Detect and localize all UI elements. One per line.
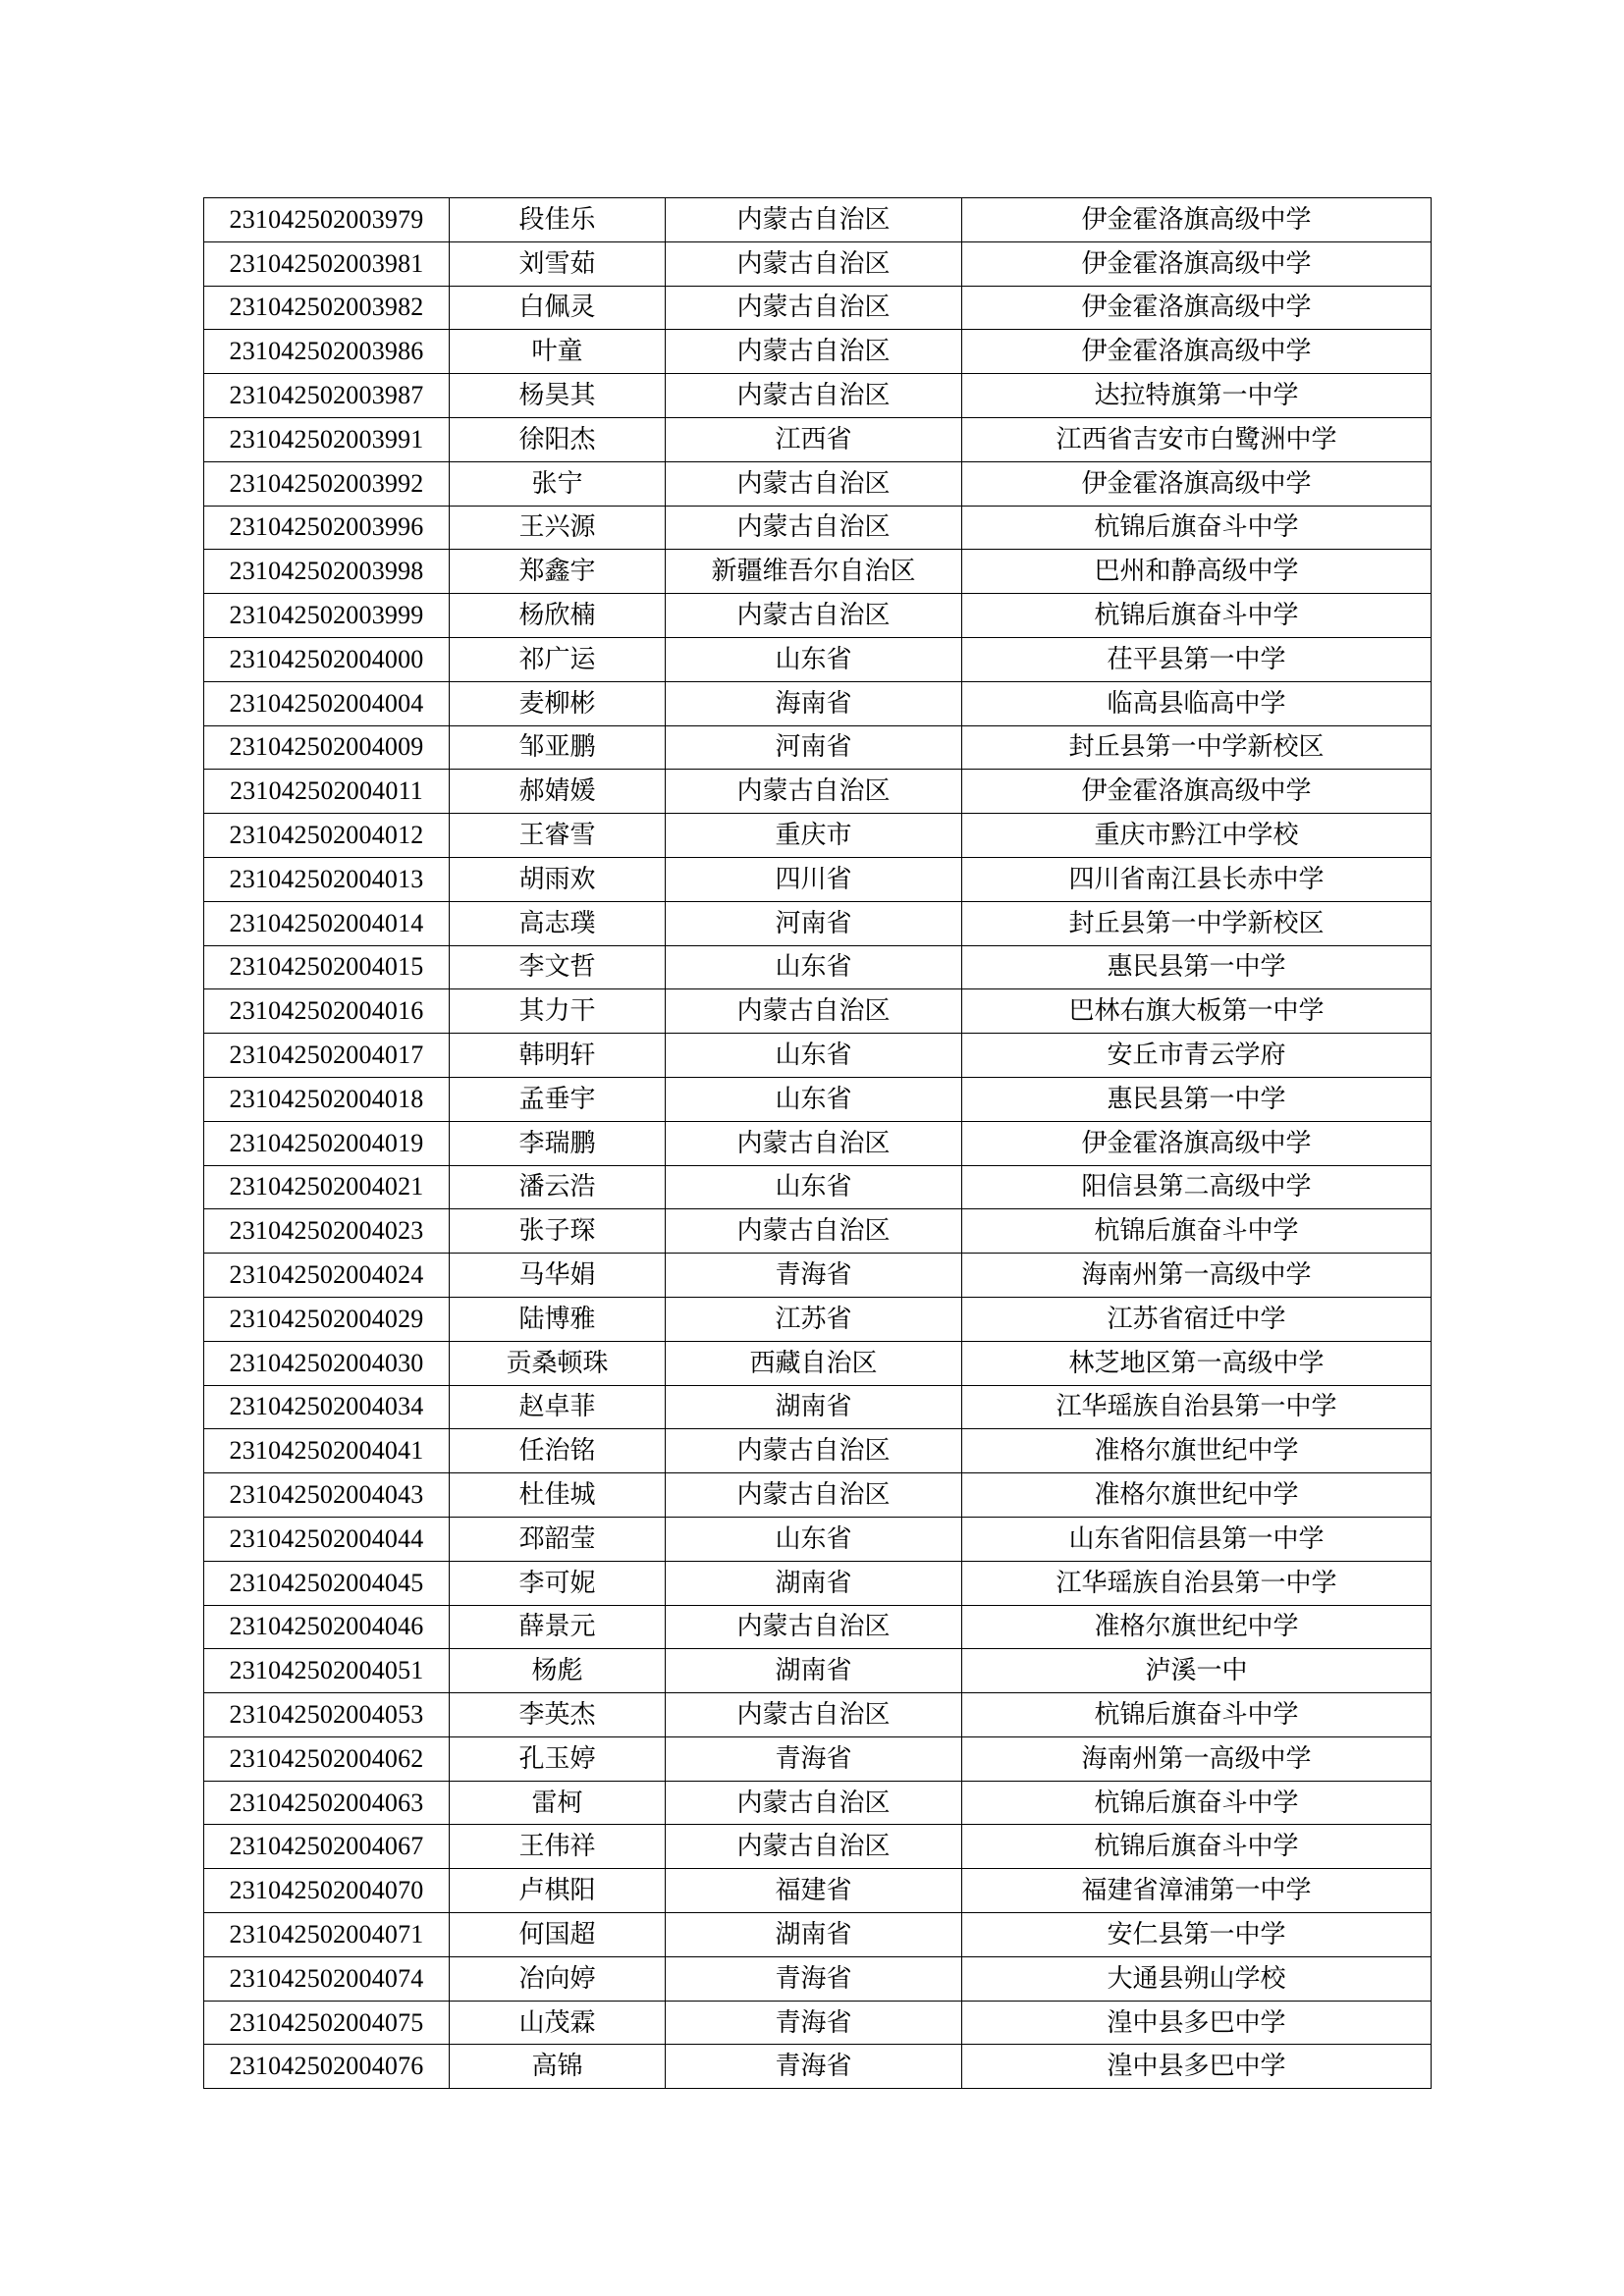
province-cell: 内蒙古自治区: [666, 1605, 962, 1649]
student-name-cell: 卢棋阳: [450, 1869, 666, 1913]
student-name-cell: 其力干: [450, 989, 666, 1034]
table-row: [204, 1517, 1432, 1561]
province-cell: 内蒙古自治区: [666, 770, 962, 814]
school-cell: 江西省吉安市白鹭洲中学: [962, 417, 1432, 461]
student-name-cell: 王伟祥: [450, 1825, 666, 1869]
province-cell: 内蒙古自治区: [666, 1473, 962, 1518]
table-row: [204, 1077, 1432, 1121]
table-row: [204, 241, 1432, 286]
student-id-cell: 231042502004000: [204, 637, 450, 681]
student-name-cell: 李英杰: [450, 1693, 666, 1737]
student-name-cell: 杨彪: [450, 1649, 666, 1693]
student-id-cell: 231042502004014: [204, 901, 450, 945]
province-cell: 内蒙古自治区: [666, 506, 962, 550]
province-cell: 内蒙古自治区: [666, 989, 962, 1034]
school-cell: 湟中县多巴中学: [962, 2001, 1432, 2045]
province-cell: 四川省: [666, 857, 962, 901]
school-cell: 准格尔旗世纪中学: [962, 1473, 1432, 1518]
student-id-cell: 231042502004021: [204, 1165, 450, 1209]
table-row: [204, 594, 1432, 638]
table-row: [204, 1869, 1432, 1913]
table-row: [204, 814, 1432, 858]
province-cell: 福建省: [666, 1869, 962, 1913]
school-cell: 伊金霍洛旗高级中学: [962, 461, 1432, 506]
student-id-cell: 231042502004070: [204, 1869, 450, 1913]
province-cell: 江西省: [666, 417, 962, 461]
province-cell: 内蒙古自治区: [666, 374, 962, 418]
school-cell: 伊金霍洛旗高级中学: [962, 286, 1432, 330]
student-id-cell: 231042502004051: [204, 1649, 450, 1693]
school-cell: 安丘市青云学府: [962, 1034, 1432, 1078]
student-name-cell: 王兴源: [450, 506, 666, 550]
student-id-cell: 231042502004034: [204, 1385, 450, 1429]
student-name-cell: 徐阳杰: [450, 417, 666, 461]
student-id-cell: 231042502004043: [204, 1473, 450, 1518]
student-name-cell: 潘云浩: [450, 1165, 666, 1209]
student-id-cell: 231042502004075: [204, 2001, 450, 2045]
school-cell: 封丘县第一中学新校区: [962, 725, 1432, 770]
province-cell: 内蒙古自治区: [666, 330, 962, 374]
table-row: [204, 2001, 1432, 2045]
school-cell: 海南州第一高级中学: [962, 1254, 1432, 1298]
table-row: [204, 1165, 1432, 1209]
school-cell: 惠民县第一中学: [962, 1077, 1432, 1121]
province-cell: 山东省: [666, 945, 962, 989]
student-id-cell: 231042502004011: [204, 770, 450, 814]
school-cell: 伊金霍洛旗高级中学: [962, 241, 1432, 286]
table-row: [204, 1736, 1432, 1781]
student-id-cell: 231042502004017: [204, 1034, 450, 1078]
school-cell: 惠民县第一中学: [962, 945, 1432, 989]
school-cell: 杭锦后旗奋斗中学: [962, 594, 1432, 638]
student-name-cell: 孟垂宇: [450, 1077, 666, 1121]
table-row: [204, 770, 1432, 814]
table-row: [204, 506, 1432, 550]
school-cell: 伊金霍洛旗高级中学: [962, 330, 1432, 374]
student-name-cell: 王睿雪: [450, 814, 666, 858]
table-row: [204, 461, 1432, 506]
student-id-cell: 231042502003986: [204, 330, 450, 374]
province-cell: 青海省: [666, 1254, 962, 1298]
student-id-cell: 231042502004063: [204, 1781, 450, 1825]
table-row: [204, 637, 1432, 681]
province-cell: 山东省: [666, 1517, 962, 1561]
student-id-cell: 231042502004062: [204, 1736, 450, 1781]
student-name-cell: 任治铭: [450, 1429, 666, 1473]
student-name-cell: 李可妮: [450, 1561, 666, 1605]
province-cell: 内蒙古自治区: [666, 1429, 962, 1473]
province-cell: 湖南省: [666, 1385, 962, 1429]
table-row: [204, 330, 1432, 374]
student-name-cell: 陆博雅: [450, 1297, 666, 1341]
student-id-cell: 231042502004024: [204, 1254, 450, 1298]
school-cell: 四川省南江县长赤中学: [962, 857, 1432, 901]
table-row: [204, 1254, 1432, 1298]
student-id-cell: 231042502004016: [204, 989, 450, 1034]
province-cell: 内蒙古自治区: [666, 1209, 962, 1254]
school-cell: 泸溪一中: [962, 1649, 1432, 1693]
table-row: [204, 945, 1432, 989]
student-id-cell: 231042502004023: [204, 1209, 450, 1254]
student-name-cell: 赵卓菲: [450, 1385, 666, 1429]
school-cell: 林芝地区第一高级中学: [962, 1341, 1432, 1385]
student-id-cell: 231042502004045: [204, 1561, 450, 1605]
student-name-cell: 贡桑顿珠: [450, 1341, 666, 1385]
student-name-cell: 杜佳城: [450, 1473, 666, 1518]
school-cell: 杭锦后旗奋斗中学: [962, 1781, 1432, 1825]
student-name-cell: 高锦: [450, 2045, 666, 2089]
student-id-cell: 231042502004067: [204, 1825, 450, 1869]
province-cell: 新疆维吾尔自治区: [666, 550, 962, 594]
student-id-cell: 231042502003998: [204, 550, 450, 594]
student-name-cell: 李文哲: [450, 945, 666, 989]
province-cell: 河南省: [666, 901, 962, 945]
province-cell: 山东省: [666, 1034, 962, 1078]
student-name-cell: 雷柯: [450, 1781, 666, 1825]
table-row: [204, 1385, 1432, 1429]
province-cell: 河南省: [666, 725, 962, 770]
student-id-cell: 231042502004012: [204, 814, 450, 858]
school-cell: 达拉特旗第一中学: [962, 374, 1432, 418]
table-row: [204, 1034, 1432, 1078]
province-cell: 重庆市: [666, 814, 962, 858]
school-cell: 茌平县第一中学: [962, 637, 1432, 681]
roster-table-body: [204, 198, 1432, 2089]
student-name-cell: 韩明轩: [450, 1034, 666, 1078]
school-cell: 福建省漳浦第一中学: [962, 1869, 1432, 1913]
student-name-cell: 祁广运: [450, 637, 666, 681]
province-cell: 湖南省: [666, 1913, 962, 1957]
province-cell: 内蒙古自治区: [666, 1121, 962, 1165]
table-row: [204, 725, 1432, 770]
school-cell: 江华瑶族自治县第一中学: [962, 1385, 1432, 1429]
student-id-cell: 231042502004041: [204, 1429, 450, 1473]
school-cell: 巴州和静高级中学: [962, 550, 1432, 594]
student-id-cell: 231042502003982: [204, 286, 450, 330]
province-cell: 西藏自治区: [666, 1341, 962, 1385]
student-id-cell: 231042502004053: [204, 1693, 450, 1737]
student-roster-table: [203, 197, 1432, 2089]
table-row: [204, 1473, 1432, 1518]
province-cell: 内蒙古自治区: [666, 461, 962, 506]
student-name-cell: 山茂霖: [450, 2001, 666, 2045]
student-name-cell: 张宁: [450, 461, 666, 506]
school-cell: 准格尔旗世纪中学: [962, 1605, 1432, 1649]
student-id-cell: 231042502004071: [204, 1913, 450, 1957]
student-name-cell: 郝婧媛: [450, 770, 666, 814]
table-row: [204, 198, 1432, 242]
province-cell: 内蒙古自治区: [666, 1693, 962, 1737]
student-id-cell: 231042502004046: [204, 1605, 450, 1649]
table-row: [204, 1209, 1432, 1254]
school-cell: 安仁县第一中学: [962, 1913, 1432, 1957]
student-name-cell: 邹亚鹏: [450, 725, 666, 770]
province-cell: 青海省: [666, 2001, 962, 2045]
province-cell: 内蒙古自治区: [666, 241, 962, 286]
student-name-cell: 高志璞: [450, 901, 666, 945]
school-cell: 湟中县多巴中学: [962, 2045, 1432, 2089]
school-cell: 大通县朔山学校: [962, 1956, 1432, 2001]
table-row: [204, 417, 1432, 461]
table-row: [204, 1605, 1432, 1649]
student-name-cell: 麦柳彬: [450, 681, 666, 725]
school-cell: 杭锦后旗奋斗中学: [962, 1693, 1432, 1737]
student-id-cell: 231042502004004: [204, 681, 450, 725]
student-id-cell: 231042502004019: [204, 1121, 450, 1165]
table-row: [204, 1649, 1432, 1693]
school-cell: 江华瑶族自治县第一中学: [962, 1561, 1432, 1605]
student-id-cell: 231042502003979: [204, 198, 450, 242]
province-cell: 青海省: [666, 1736, 962, 1781]
student-name-cell: 段佳乐: [450, 198, 666, 242]
student-id-cell: 231042502004030: [204, 1341, 450, 1385]
student-name-cell: 叶童: [450, 330, 666, 374]
student-id-cell: 231042502004018: [204, 1077, 450, 1121]
table-row: [204, 1561, 1432, 1605]
school-cell: 杭锦后旗奋斗中学: [962, 506, 1432, 550]
table-row: [204, 857, 1432, 901]
school-cell: 伊金霍洛旗高级中学: [962, 770, 1432, 814]
school-cell: 重庆市黔江中学校: [962, 814, 1432, 858]
table-row: [204, 989, 1432, 1034]
province-cell: 山东省: [666, 1077, 962, 1121]
school-cell: 海南州第一高级中学: [962, 1736, 1432, 1781]
student-name-cell: 何国超: [450, 1913, 666, 1957]
student-id-cell: 231042502004044: [204, 1517, 450, 1561]
table-row: [204, 286, 1432, 330]
table-row: [204, 550, 1432, 594]
student-name-cell: 冶向婷: [450, 1956, 666, 2001]
student-name-cell: 孔玉婷: [450, 1736, 666, 1781]
student-id-cell: 231042502003991: [204, 417, 450, 461]
student-id-cell: 231042502003981: [204, 241, 450, 286]
province-cell: 内蒙古自治区: [666, 1781, 962, 1825]
school-cell: 江苏省宿迁中学: [962, 1297, 1432, 1341]
student-id-cell: 231042502003999: [204, 594, 450, 638]
student-id-cell: 231042502003987: [204, 374, 450, 418]
province-cell: 湖南省: [666, 1561, 962, 1605]
table-row: [204, 1121, 1432, 1165]
school-cell: 杭锦后旗奋斗中学: [962, 1209, 1432, 1254]
student-id-cell: 231042502003992: [204, 461, 450, 506]
province-cell: 湖南省: [666, 1649, 962, 1693]
province-cell: 江苏省: [666, 1297, 962, 1341]
student-id-cell: 231042502003996: [204, 506, 450, 550]
table-row: [204, 1913, 1432, 1957]
student-name-cell: 薛景元: [450, 1605, 666, 1649]
student-name-cell: 张子琛: [450, 1209, 666, 1254]
table-row: [204, 1781, 1432, 1825]
province-cell: 山东省: [666, 1165, 962, 1209]
province-cell: 青海省: [666, 1956, 962, 2001]
student-name-cell: 邳韶莹: [450, 1517, 666, 1561]
student-id-cell: 231042502004076: [204, 2045, 450, 2089]
school-cell: 封丘县第一中学新校区: [962, 901, 1432, 945]
province-cell: 青海省: [666, 2045, 962, 2089]
student-name-cell: 杨欣楠: [450, 594, 666, 638]
student-name-cell: 马华娟: [450, 1254, 666, 1298]
province-cell: 内蒙古自治区: [666, 594, 962, 638]
table-row: [204, 901, 1432, 945]
province-cell: 内蒙古自治区: [666, 1825, 962, 1869]
province-cell: 内蒙古自治区: [666, 198, 962, 242]
table-row: [204, 1341, 1432, 1385]
student-name-cell: 李瑞鹏: [450, 1121, 666, 1165]
student-name-cell: 胡雨欢: [450, 857, 666, 901]
table-row: [204, 1693, 1432, 1737]
table-row: [204, 374, 1432, 418]
student-id-cell: 231042502004009: [204, 725, 450, 770]
school-cell: 阳信县第二高级中学: [962, 1165, 1432, 1209]
school-cell: 伊金霍洛旗高级中学: [962, 198, 1432, 242]
school-cell: 伊金霍洛旗高级中学: [962, 1121, 1432, 1165]
table-row: [204, 1297, 1432, 1341]
province-cell: 海南省: [666, 681, 962, 725]
school-cell: 杭锦后旗奋斗中学: [962, 1825, 1432, 1869]
table-row: [204, 1825, 1432, 1869]
table-row: [204, 1956, 1432, 2001]
student-id-cell: 231042502004074: [204, 1956, 450, 2001]
school-cell: 巴林右旗大板第一中学: [962, 989, 1432, 1034]
school-cell: 准格尔旗世纪中学: [962, 1429, 1432, 1473]
province-cell: 内蒙古自治区: [666, 286, 962, 330]
student-id-cell: 231042502004015: [204, 945, 450, 989]
student-id-cell: 231042502004029: [204, 1297, 450, 1341]
student-name-cell: 白佩灵: [450, 286, 666, 330]
table-row: [204, 1429, 1432, 1473]
student-id-cell: 231042502004013: [204, 857, 450, 901]
student-name-cell: 刘雪茹: [450, 241, 666, 286]
student-name-cell: 郑鑫宇: [450, 550, 666, 594]
province-cell: 山东省: [666, 637, 962, 681]
school-cell: 临高县临高中学: [962, 681, 1432, 725]
table-row: [204, 681, 1432, 725]
table-row: [204, 2045, 1432, 2089]
school-cell: 山东省阳信县第一中学: [962, 1517, 1432, 1561]
student-name-cell: 杨昊其: [450, 374, 666, 418]
